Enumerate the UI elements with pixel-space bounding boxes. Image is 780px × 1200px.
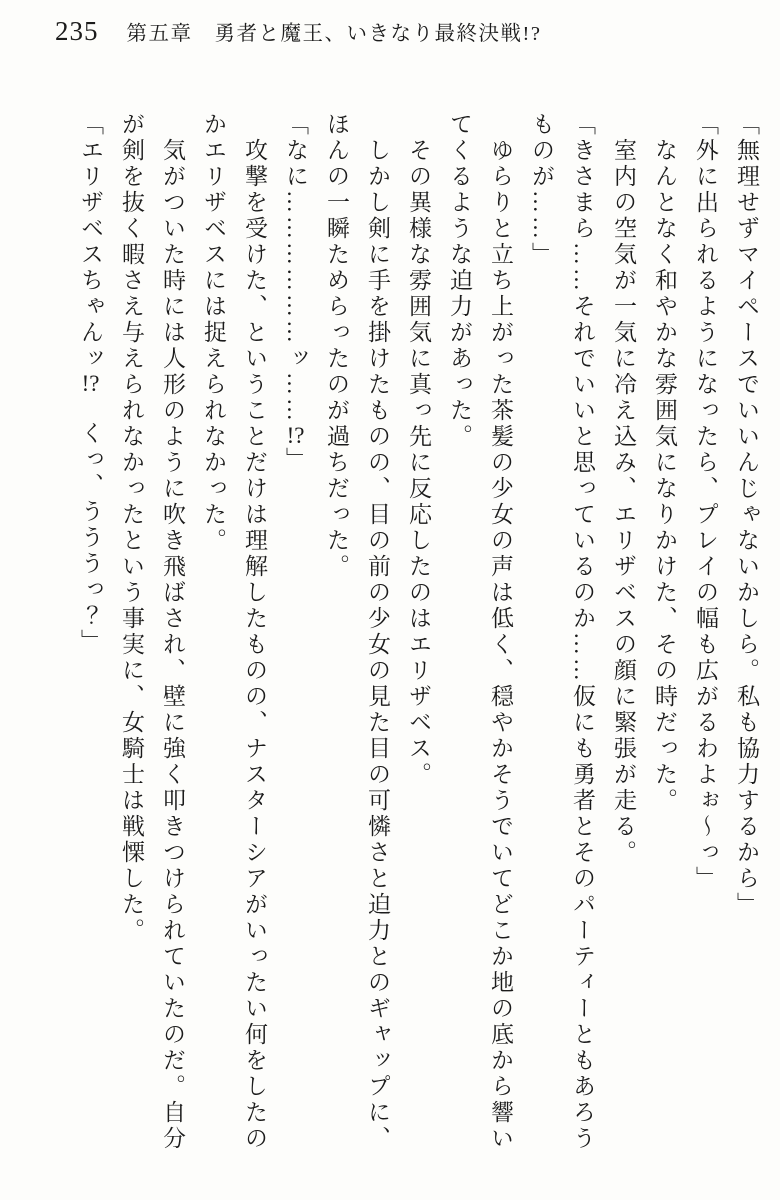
text-line: 攻撃を受けた、ということだけは理解したものの、ナスターシアがいったい何をしたの (242, 138, 267, 1152)
text-line: 室内の空気が一気に冷え込み、エリザベスの顔に緊張が走る。 (611, 138, 636, 866)
text-line: てくるような迫力があった。 (447, 112, 472, 450)
text-line: 「無理せずマイペースでいいんじゃないかしら。私も協力するから」 (734, 112, 759, 918)
text-line: 「きさまら……それでいいと思っているのか……仮にも勇者とそのパーティーともあろう (570, 112, 595, 1152)
running-head (55, 16, 541, 47)
text-line: 気がついた時には人形のように吹き飛ばされ、壁に強く叩きつけられていたのだ。自分 (160, 138, 185, 1152)
tatechuyoko-exclamation-question: !? (81, 372, 100, 395)
text-line: 「なに………………ッ……!?」 (283, 112, 308, 473)
text-line: が剣を抜く暇さえ与えられなかったという事実に、女騎士は戦慄した。 (119, 112, 144, 944)
text-line: なんとなく和やかな雰囲気になりかけた、その時だった。 (652, 138, 677, 814)
text-line: 「外に出られるようになったら、プレイの幅も広がるわよぉ～っ」 (693, 112, 718, 892)
text-body (70, 112, 767, 1164)
chapter-title: 第五章 勇者と魔王、いきなり最終決戦!? (126, 23, 542, 45)
text-line: ものが……」 (529, 112, 554, 268)
text-line: ほんの一瞬ためらったのが過ちだった。 (324, 112, 349, 580)
text-line: しかし剣に手を掛けたものの、目の前の少女の見た目の可憐さと迫力とのギャップに、 (365, 138, 390, 1152)
text-line: その異様な雰囲気に真っ先に反応したのはエリザベス。 (406, 138, 431, 788)
tatechuyoko-exclamation-question: !? (286, 424, 305, 447)
text-line: ゆらりと立ち上がった茶髪の少女の声は低く、穏やかそうでいてどこか地の底から響い (488, 138, 513, 1152)
page-number: 235 (55, 16, 99, 46)
text-line: 「エリザベスちゃんッ!? くっ、うううっ？」 (78, 112, 103, 655)
text-line: かエリザベスには捉えられなかった。 (201, 112, 226, 554)
